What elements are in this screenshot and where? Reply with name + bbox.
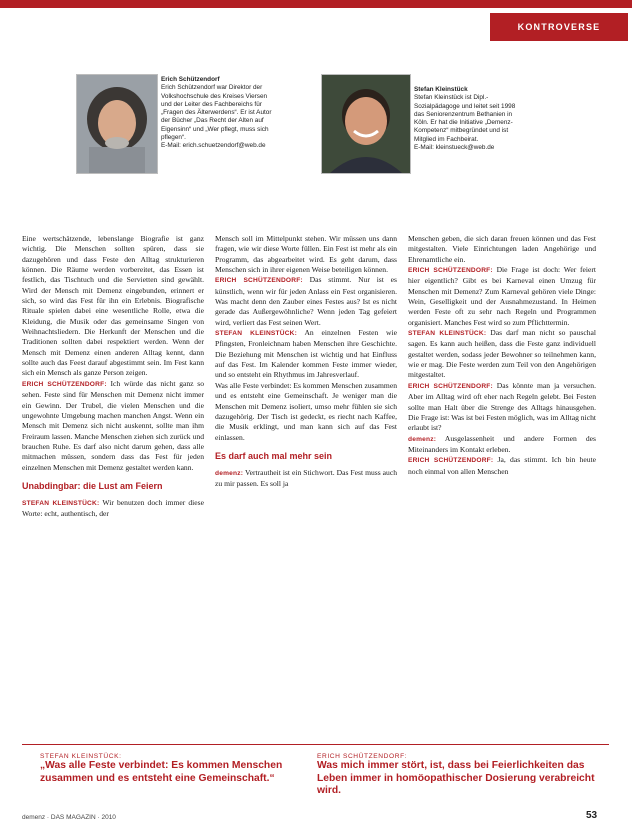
paragraph-text: Wir benutzen doch immer diese Worte: echt, authentisch, der: [22, 497, 204, 519]
speaker-paragraph: [408, 434, 596, 456]
paragraph-text: Die Frage ist doch: Wer feiert hier eigentlich? Gibt es bei Karneval einen Umzug für Menschen mit Demenz? Zum Karneval gehören viele Dinge: Wein, Geselligkeit und der Ausnahmezustand. In Heimen werden Feste oft zu sehr nach Regeln und Programmen organisiert. Manches Fest wird so zum Pflichttermin.: [408, 265, 596, 327]
speaker-paragraph: [22, 379, 204, 473]
pull-quote-left-speaker: STEFAN KLEINSTÜCK:: [40, 753, 122, 760]
speaker-name: STEFAN KLEINSTÜCK:: [408, 330, 487, 338]
paragraph-text: Das darf man nicht so pauschal sagen. Es kann auch heißen, dass die Feste ganz individuell gestaltet werden, sodass jeder Bewohner so teilnehmen kann, wie er mag. Die Feste werden zum Teil von den Angehörigen mitgestaltet.: [408, 328, 596, 380]
bio-right: [414, 86, 524, 152]
subheading: Unabdingbar: die Lust am Feiern: [22, 480, 163, 491]
paragraph-text: Das könnte man ja versuchen. Aber im Alltag wird oft eher nach Regeln gelebt. Bei Festen sollte man Halt über die Strenge des Alltags hinausgehen. Die Frage ist: Was ist bei Festen möglich, was im Alltag nicht erlaubt ist?: [408, 380, 596, 433]
subheading: Es darf auch mal mehr sein: [215, 450, 333, 461]
speaker-name: demenz:: [215, 469, 244, 477]
speaker-name: ERICH SCHÜTZENDORF:: [22, 380, 107, 388]
paragraph-text: Eine wertschätzende, lebenslange Biografie ist ganz wichtig. Die Menschen sollten spüren, dass sie dazugehören und dass Feste den Alltag strukturieren können. Die Räume werden vorbereitet, das Essen ist festlich, das Tischtuch und die Servietten sind gewählt. Wird der Mensch mit Demenz eingebunden, erinnert er sich, so wird das Fest für ihn ein Erlebnis. Biografische Rituale spielen dabei eine wesentliche Rolle, etwa die Kleidung, die Musik oder das gemeinsame Singen von Weihnachtsliedern. Die Herkunft der Menschen und die Traditionen sollten dabei respektiert werden. Wenn der Mensch mit Demenz einen anderen Alltag kennt, dann sollte auch das Feest darauf abgestimmt sein. Im Fest kann sich ein Mensch als ganze Person zeigen.: [22, 234, 204, 378]
portrait-photo-right: [322, 75, 410, 173]
speaker-name: ERICH SCHÜTZENDORF:: [408, 267, 493, 275]
bio-left-text: Erich Schützendorf war Direktor der Volkshochschule des Kreises Viersen und der Leiter des Fachbereichs für „Fragen des Älterwerdens“. Er ist Autor der Bücher „Das Recht der Alten auf Eigensinn“ und „Wer pflegt, muss sich pflegen“.: [161, 84, 272, 142]
pull-quote-left: [40, 753, 292, 785]
pull-quote-band: [22, 744, 609, 807]
speaker-paragraph: [408, 455, 596, 477]
pull-quote-right-text: Was mich immer stört, ist, dass bei Feierlichkeiten das Leben immer in homöopathischer Dosierung verabreicht wird.: [317, 760, 595, 796]
paragraph-text: Mensch soll im Mittelpunkt stehen. Wir müssen uns dann fragen, wie wir diese Worte füllen. Ein Fest ist mehr als ein Programm, das abgearbeitet wird. Es geht darum, dass Menschen sich in ihrer eigenen Weise beteiligen können.: [215, 234, 397, 275]
top-red-bar: [0, 0, 632, 8]
pull-quote-left-text: „Was alle Feste verbindet: Es kommen Menschen zusammen und es entsteht eine Gemeinschaft.“: [40, 760, 283, 784]
portrait-left: [76, 74, 158, 174]
paragraph: [408, 234, 596, 265]
bio-left-contact: E-Mail: erich.schuetzendorf@web.de: [161, 142, 266, 150]
paragraph-text: Ausgelassenheit und andere Formen des Miteinanders im Kontakt erleben.: [408, 433, 596, 454]
speaker-paragraph: [408, 328, 596, 381]
bio-right-name: Stefan Kleinstück: [414, 86, 468, 93]
speaker-name: demenz:: [408, 435, 437, 443]
portrait-right: [321, 74, 411, 174]
bio-left-name: Erich Schützendorf: [161, 76, 220, 83]
pull-quote-right: [317, 753, 602, 798]
speaker-paragraph: [215, 328, 397, 381]
paragraph-text: Ich würde das nicht ganz so sehen. Feste sind für Menschen mit Demenz nicht immer ein Gewinn. Der Trubel, die vielen Menschen und die ungewohnte Umgebung machen manchen Angst. Wenn ein Mensch mit Demenz sich nicht auskennt, sollte man ihm Freiraum lassen. Manche Menschen ziehen sich zurück und brauchen Ruhe. Es darf also nicht darum gehen, dass alle mitmachen müssen, sondern dass das Fest für jeden einzelnen Menschen mit Demenz gestaltet werden kann.: [22, 378, 204, 472]
pull-quote-right-speaker: ERICH SCHÜTZENDORF:: [317, 753, 408, 760]
speaker-paragraph: [215, 468, 397, 490]
bio-left: [161, 76, 279, 151]
speaker-paragraph: [22, 498, 204, 520]
paragraph-text: An einzelnen Festen wie Pfingsten, Fronleichnam haben Menschen ihre Geschichte. Die Beziehung mit Menschen ist wichtig und hat Einfluss auf das Fest. Im Kalender kommen Feste immer wieder, und so entsteht ein Rhythmus im Jahresverlauf.: [215, 328, 397, 380]
speaker-name: ERICH SCHÜTZENDORF:: [408, 382, 493, 390]
paragraph-text: Das stimmt. Nur ist es künstlich, wenn wir für jeden Anlass ein Fest organisieren. Was macht denn den Zauber eines Festes aus? Ist es nicht gerade das Außergewöhnliche? Wenn jeden Tag gefeiert wird, verliert das Fest seinen Wert.: [215, 275, 397, 327]
paragraph: [22, 234, 204, 379]
paragraph-text: Was alle Feste verbindet: Es kommen Menschen zusammen und es entsteht eine Gemeinschaft. Je weniger man die Menschen mit Demenz isoliert, umso mehr fühlen sie sich dazugehörig. Der Tisch ist gedeckt, es riecht nach Kaffee, die Musik erklingt, und man kann sich auf das Fest einlassen.: [215, 380, 397, 442]
bio-right-contact: E-Mail: kleinstueck@web.de: [414, 144, 495, 152]
portrait-photo-left: [77, 75, 157, 173]
speaker-paragraph: [408, 381, 596, 434]
body-column-1: [22, 234, 204, 739]
page-number: 53: [586, 810, 598, 821]
footer-publication: demenz · DAS MAGAZIN · 2010: [22, 814, 116, 821]
section-label: KONTROVERSE: [490, 13, 628, 41]
paragraph-text: Vertrautheit ist ein Stichwort. Das Fest muss auch zu mir passen. Es soll ja: [215, 467, 397, 489]
bio-right-text: Stefan Kleinstück ist Dipl.-Sozialpädagoge und leitet seit 1998 das Seniorenzentrum Bethanien in Köln. Er hat die Initiative „Demenz-Kompetenz“ mitbegründet und ist Mitglied im Fachbeirat.: [414, 94, 516, 143]
body-column-3: [408, 234, 596, 739]
paragraph-text: Ja, das stimmt. Ich bin heute noch einmal von allen Menschen: [408, 455, 596, 476]
body-column-2: [215, 234, 397, 739]
paragraph: [215, 381, 397, 443]
speaker-paragraph: [215, 275, 397, 328]
speaker-name: ERICH SCHÜTZENDORF:: [408, 457, 494, 465]
paragraph: [215, 234, 397, 275]
speaker-name: STEFAN KLEINSTÜCK:: [22, 499, 100, 507]
speaker-name: ERICH SCHÜTZENDORF:: [215, 277, 303, 285]
speaker-name: STEFAN KLEINSTÜCK:: [215, 330, 298, 338]
paragraph-text: Menschen geben, die sich daran freuen können und das Fest mitgestalten. Viele Einrichtungen laden Angehörige und Ehrenamtliche ein.: [408, 234, 596, 264]
speaker-paragraph: [408, 265, 596, 328]
